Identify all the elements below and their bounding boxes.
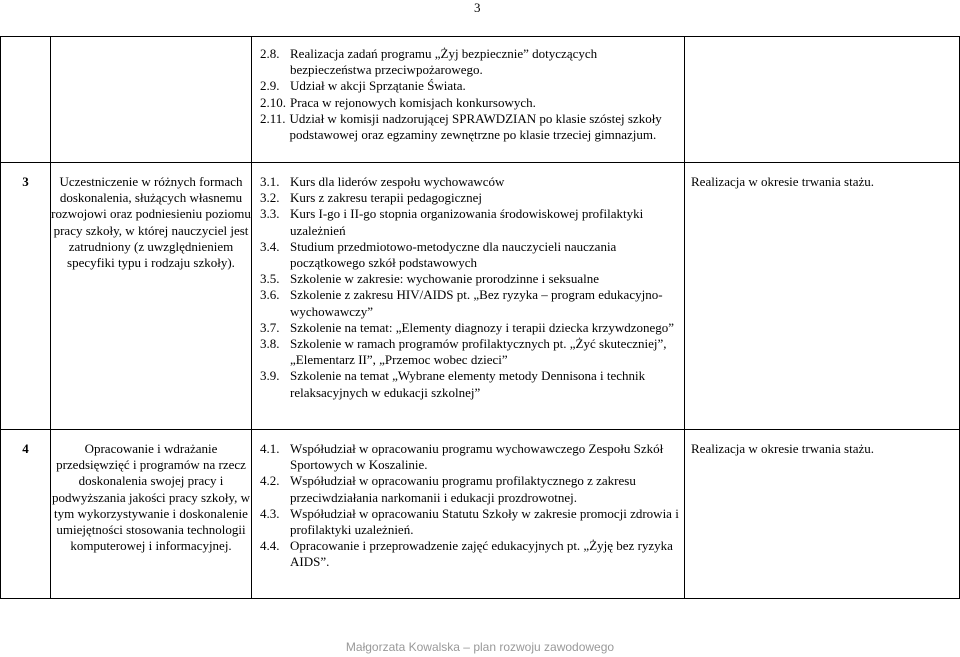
action-item: 3.1. Kurs dla liderów zespołu wychowawców	[260, 174, 505, 189]
action-item: 3.3. Kurs I-go i II-go stopnia organizowania środowiskowej profilaktyki uzależnień	[260, 206, 644, 238]
task-cell: Opracowanie i wdrażanie przedsięwzięć i programów na rzecz doskonalenia swojej pracy i podwyższania jakości pracy szkoły, w tym wykorzystywanie i doskonalenie umiejętności stosowania technologii komputerowej i informacyjnej.	[51, 430, 252, 599]
row-number	[1, 37, 51, 163]
action-item: 3.5. Szkolenie w zakresie: wychowanie prorodzinne i seksualne	[260, 271, 600, 287]
table-row	[1, 430, 960, 599]
table-row	[1, 163, 960, 430]
action-item: 4.3. Współudział w opracowaniu Statutu Szkoły w zakresie promocji zdrowia i profilaktyki uzależnień.	[260, 505, 679, 538]
actions-cell	[252, 37, 685, 163]
action-item: 4.4. Opracowanie i przeprowadzenie zajęć edukacyjnych pt. „Żyję bez ryzyka AIDS”.	[260, 538, 673, 570]
action-item: 3.8. Szkolenie w ramach programów profilaktycznych pt. „Żyć skuteczniej”, „Elementarz II”, „Przemoc wobec dzieci”	[260, 336, 667, 368]
page-footer: Małgorzata Kowalska – plan rozwoju zawodowego	[345, 640, 615, 654]
row-number: 4	[1, 430, 51, 599]
action-item: 2.11. Udział w komisji nadzorującej SPRAWDZIAN po klasie szóstej szkoły podstawowej oraz egzaminy zewnętrzne po klasie trzeciej gimnazjum.	[260, 110, 662, 143]
time-cell: Realizacja w okresie trwania stażu.	[685, 163, 960, 430]
action-item: 2.9. Udział w akcji Sprzątanie Świata.	[260, 78, 466, 94]
action-item: 3.7. Szkolenie na temat: „Elementy diagnozy i terapii dziecka krzywdzonego”	[260, 319, 675, 335]
action-item: 3.2. Kurs z zakresu terapii pedagogicznej	[260, 190, 483, 206]
page-number: 3	[474, 0, 481, 15]
action-item: 4.1. Współudział w opracowaniu programu wychowawczego Zespołu Szkół Sportowych w Koszalinie.	[260, 441, 664, 473]
action-item: 4.2. Współudział w opracowaniu programu profilaktycznego z zakresu przeciwdziałania narkomanii i edukacji prozdrowotnej.	[260, 473, 636, 505]
table-row	[1, 37, 960, 163]
time-cell	[685, 37, 960, 163]
row-number: 3	[1, 163, 51, 430]
actions-cell	[252, 163, 685, 430]
action-item: 3.9. Szkolenie na temat „Wybrane elementy metody Dennisona i technik relaksacyjnych w edukacji szkolnej”	[260, 368, 646, 400]
development-plan-table	[0, 36, 960, 599]
action-item: 2.8. Realizacja zadań programu „Żyj bezpiecznie” dotyczących bezpieczeństwa przeciwpożarowego.	[260, 46, 598, 78]
task-cell: Uczestniczenie w różnych formach doskonalenia, służących własnemu rozwojowi oraz podniesieniu poziomu pracy szkoły, w której nauczyciel jest zatrudniony (z uwzględnieniem specyfiki typu i rodzaju szkoły).	[51, 163, 252, 430]
action-item: 2.10. Praca w rejonowych komisjach konkursowych.	[260, 94, 536, 110]
task-cell	[51, 37, 252, 163]
time-cell: Realizacja w okresie trwania stażu.	[685, 430, 960, 599]
actions-cell	[252, 430, 685, 599]
action-item: 3.6. Szkolenie z zakresu HIV/AIDS pt. „Bez ryzyka – program edukacyjno-wychowawczy”	[260, 287, 663, 319]
action-item: 3.4. Studium przedmiotowo-metodyczne dla nauczycieli nauczania początkowego szkół podstawowych	[260, 238, 617, 271]
